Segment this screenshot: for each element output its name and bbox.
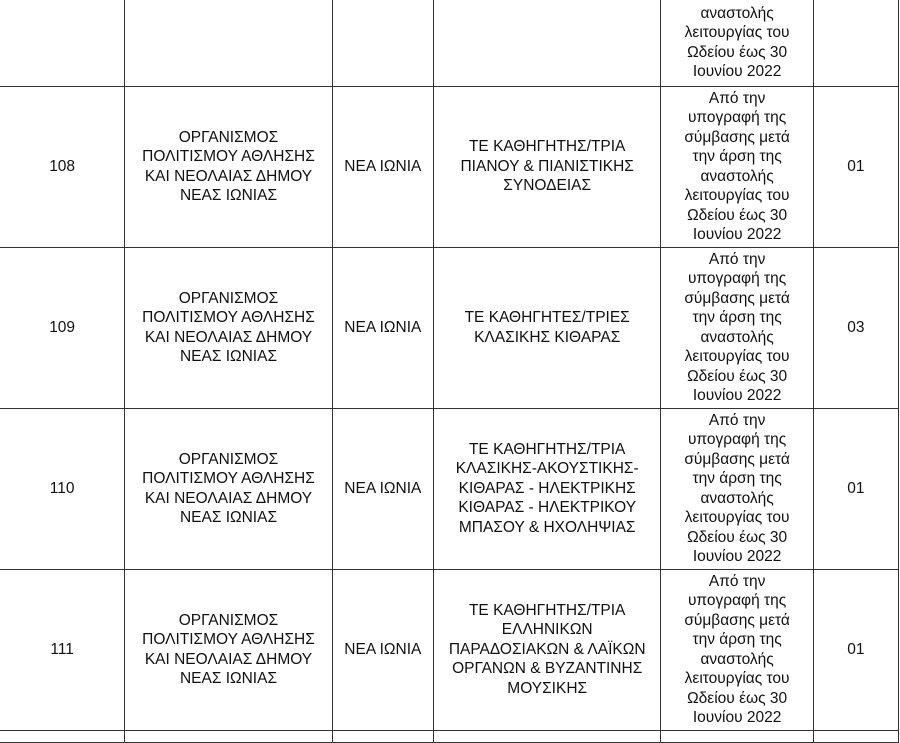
cell-count [813, 0, 898, 86]
cell-specialty [433, 0, 661, 86]
cell-specialty: ΤΕ ΚΑΘΗΓΗΤΗΣ/ΤΡΙΑ ΕΛΛΗΝΙΚΩΝ ΠΑΡΑΔΟΣΙΑΚΩΝ & ΛΑΪΚΩΝ ΟΡΓΑΝΩΝ & ΒΥΖΑΝΤΙΝΗΣ ΜΟΥΣΙΚΗΣ [433, 569, 661, 730]
cell-number: 109 [0, 247, 125, 408]
cell-number: 108 [0, 86, 125, 247]
cell-organization: ΟΡΓΑΝΙΣΜΟΣ ΠΟΛΙΤΙΣΜΟΥ ΑΘΛΗΣΗΣ ΚΑΙ ΝΕΟΛΑΙΑΣ ΔΗΜΟΥ ΝΕΑΣ ΙΩΝΙΑΣ [125, 408, 332, 569]
cell-count [813, 730, 898, 742]
cell-number: 111 [0, 569, 125, 730]
cell-area: ΝΕΑ ΙΩΝΙΑ [332, 569, 433, 730]
cell-area [332, 730, 433, 742]
table-row [0, 247, 899, 408]
table-row-cutoff [0, 730, 899, 742]
cell-duration: Από την υπογραφή της σύμβασης μετά την άρση της αναστολής λειτουργίας του Ωδείου έως 30 Ιουνίου 2022 [661, 86, 813, 247]
cell-specialty: ΤΕ ΚΑΘΗΓΗΤΗΣ/ΤΡΙΑ ΠΙΑΝΟΥ & ΠΙΑΝΙΣΤΙΚΗΣ ΣΥΝΟΔΕΙΑΣ [433, 86, 661, 247]
cell-organization: ΟΡΓΑΝΙΣΜΟΣ ΠΟΛΙΤΙΣΜΟΥ ΑΘΛΗΣΗΣ ΚΑΙ ΝΕΟΛΑΙΑΣ ΔΗΜΟΥ ΝΕΑΣ ΙΩΝΙΑΣ [125, 247, 332, 408]
cell-duration: Από την υπογραφή της σύμβασης μετά την άρση της αναστολής λειτουργίας του Ωδείου έως 30 Ιουνίου 2022 [661, 569, 813, 730]
cell-organization [125, 0, 332, 86]
cell-organization [125, 730, 332, 742]
cell-duration: αναστολής λειτουργίας του Ωδείου έως 30 Ιουνίου 2022 [661, 0, 813, 86]
cell-count: 03 [813, 247, 898, 408]
cell-specialty: ΤΕ ΚΑΘΗΓΗΤΗΣ/ΤΡΙΑ ΚΛΑΣΙΚΗΣ-ΑΚΟΥΣΤΙΚΗΣ- ΚΙΘΑΡΑΣ - ΗΛΕΚΤΡΙΚΗΣ ΚΙΘΑΡΑΣ - ΗΛΕΚΤΡΙΚΟΥ ΜΠΑΣΟΥ & ΗΧΟΛΗΨΙΑΣ [433, 408, 661, 569]
cell-area: ΝΕΑ ΙΩΝΙΑ [332, 247, 433, 408]
cell-area: ΝΕΑ ΙΩΝΙΑ [332, 86, 433, 247]
cell-number: 110 [0, 408, 125, 569]
cell-organization: ΟΡΓΑΝΙΣΜΟΣ ΠΟΛΙΤΙΣΜΟΥ ΑΘΛΗΣΗΣ ΚΑΙ ΝΕΟΛΑΙΑΣ ΔΗΜΟΥ ΝΕΑΣ ΙΩΝΙΑΣ [125, 86, 332, 247]
cell-count: 01 [813, 86, 898, 247]
cell-number [0, 730, 125, 742]
cell-area [332, 0, 433, 86]
table-row [0, 86, 899, 247]
cell-duration [661, 730, 813, 742]
cell-duration: Από την υπογραφή της σύμβασης μετά την άρση της αναστολής λειτουργίας του Ωδείου έως 30 Ιουνίου 2022 [661, 247, 813, 408]
cell-specialty [433, 730, 661, 742]
cell-duration: Από την υπογραφή της σύμβασης μετά την άρση της αναστολής λειτουργίας του Ωδείου έως 30 Ιουνίου 2022 [661, 408, 813, 569]
cell-count: 01 [813, 408, 898, 569]
cell-count: 01 [813, 569, 898, 730]
cell-number [0, 0, 125, 86]
cell-specialty: ΤΕ ΚΑΘΗΓΗΤΕΣ/ΤΡΙΕΣ ΚΛΑΣΙΚΗΣ ΚΙΘΑΡΑΣ [433, 247, 661, 408]
table-row [0, 408, 899, 569]
table-row [0, 569, 899, 730]
table-row-partial [0, 0, 899, 86]
cell-organization: ΟΡΓΑΝΙΣΜΟΣ ΠΟΛΙΤΙΣΜΟΥ ΑΘΛΗΣΗΣ ΚΑΙ ΝΕΟΛΑΙΑΣ ΔΗΜΟΥ ΝΕΑΣ ΙΩΝΙΑΣ [125, 569, 332, 730]
cell-area: ΝΕΑ ΙΩΝΙΑ [332, 408, 433, 569]
